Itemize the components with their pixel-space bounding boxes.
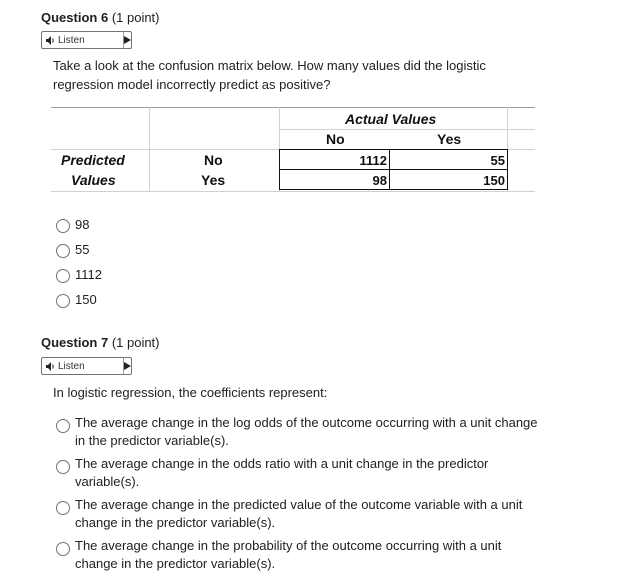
question-7-points: (1 point) [111, 335, 160, 350]
matrix-value: 55 [490, 153, 505, 168]
matrix-cell-no-no [279, 149, 390, 170]
matrix-cell-yes-no [279, 169, 390, 190]
speaker-icon [46, 36, 56, 45]
matrix-cell-yes-yes [389, 169, 508, 190]
question-6-title [41, 10, 160, 25]
q7-option-3-label[interactable] [75, 496, 522, 532]
play-icon [124, 36, 131, 44]
play-icon [124, 362, 131, 370]
option-line: The average change in the predicted value of the outcome variable with a unit [75, 497, 523, 512]
option-line: change in the predictor variable(s). [75, 556, 276, 571]
q6-option-3-label[interactable]: 1112 [75, 267, 102, 282]
listen-label: Listen [58, 34, 85, 46]
option-line: variable(s). [75, 474, 140, 489]
listen-label: Listen [58, 360, 85, 372]
question-7-title [41, 335, 160, 350]
q6-option-3-radio[interactable] [56, 269, 70, 283]
actual-values-header: Actual Values [345, 111, 437, 127]
matrix-value: 150 [483, 173, 505, 188]
listen-button-q7[interactable] [42, 358, 124, 374]
actual-no-header: No [326, 131, 345, 147]
q6-option-4-radio[interactable] [56, 294, 70, 308]
q7-option-1-radio[interactable] [56, 419, 70, 433]
confusion-matrix [51, 107, 535, 193]
q6-option-2-radio[interactable] [56, 244, 70, 258]
q7-option-2-label[interactable] [75, 455, 488, 491]
q6-option-2-label[interactable]: 55 [75, 242, 90, 257]
q7-option-4-radio[interactable] [56, 542, 70, 556]
question-6-points: (1 point) [111, 10, 160, 25]
predicted-no-label: No [204, 152, 223, 168]
predicted-header-line2: Values [71, 172, 116, 188]
option-line: change in the predictor variable(s). [75, 515, 276, 530]
prompt-line: Take a look at the confusion matrix below. How many values did the logistic [53, 58, 486, 73]
option-line: in the predictor variable(s). [75, 433, 229, 448]
q7-option-4-label[interactable] [75, 537, 501, 573]
matrix-value: 98 [372, 173, 387, 188]
predicted-yes-label: Yes [201, 172, 226, 188]
q6-option-1-label[interactable]: 98 [75, 217, 90, 232]
actual-yes-header: Yes [437, 131, 462, 147]
listen-button-q6[interactable] [42, 32, 124, 48]
q6-option-1-radio[interactable] [56, 219, 70, 233]
question-7-label: Question 7 [41, 335, 109, 350]
option-line: The average change in the probability of the outcome occurring with a unit [75, 538, 502, 553]
play-button-q7[interactable] [124, 358, 131, 374]
listen-control-q7 [41, 357, 132, 375]
listen-control-q6 [41, 31, 132, 49]
matrix-cell-no-yes [389, 149, 508, 170]
option-line: The average change in the log odds of the outcome occurring with a unit change [75, 415, 538, 430]
question-6-label: Question 6 [41, 10, 109, 25]
q7-option-2-radio[interactable] [56, 460, 70, 474]
matrix-value: 1112 [359, 153, 387, 168]
q7-option-3-radio[interactable] [56, 501, 70, 515]
play-button-q6[interactable] [124, 32, 131, 48]
question-7-prompt: In logistic regression, the coefficients represent: [53, 385, 328, 400]
speaker-icon [46, 362, 56, 371]
question-6-prompt [53, 56, 486, 94]
q6-option-4-label[interactable]: 150 [75, 292, 97, 307]
option-line: The average change in the odds ratio with a unit change in the predictor [75, 456, 489, 471]
prompt-line: regression model incorrectly predict as positive? [53, 77, 331, 92]
predicted-header-line1: Predicted [61, 152, 125, 168]
q7-option-1-label[interactable] [75, 414, 538, 450]
